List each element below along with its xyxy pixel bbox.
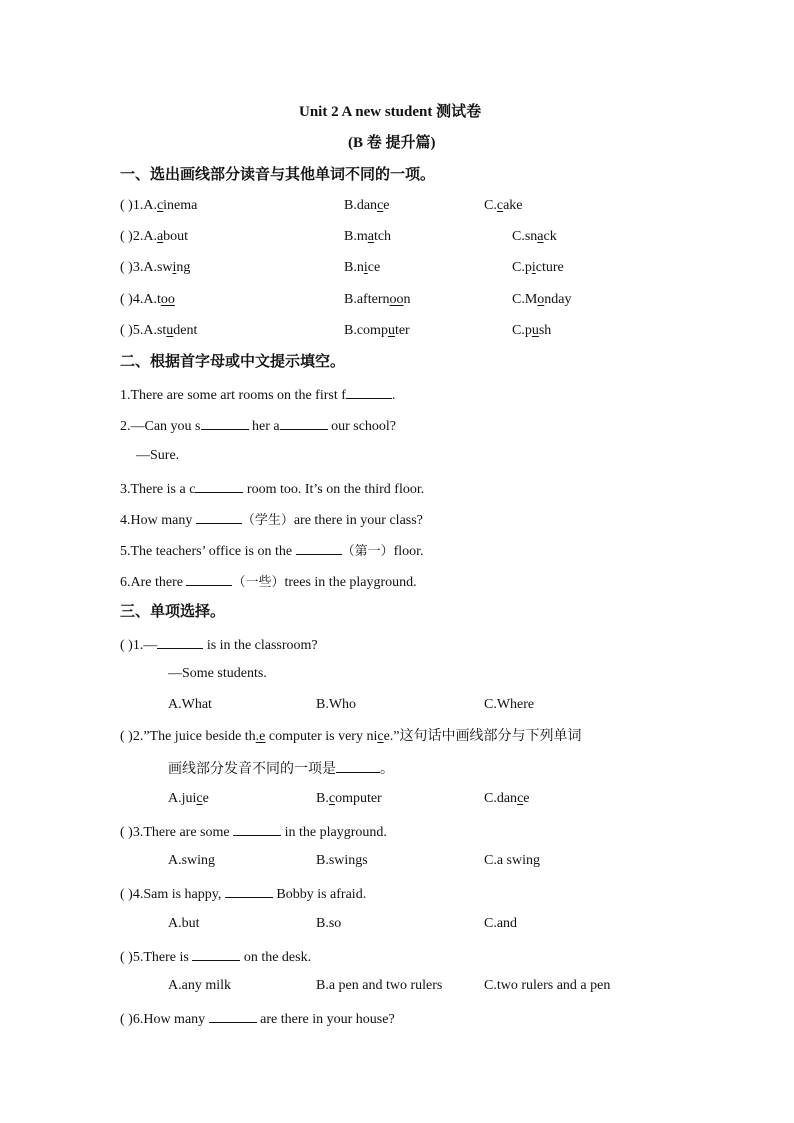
s3-q3-option-b[interactable]: B.swings [316, 853, 368, 868]
answer-blank[interactable] [195, 478, 243, 493]
section1-item-option-a[interactable]: ( )1.A.cinema [120, 198, 198, 213]
answer-blank[interactable] [346, 384, 392, 399]
answer-blank[interactable] [225, 883, 273, 898]
answer-blank[interactable] [192, 946, 240, 961]
section1-item-option-c[interactable]: C.Monday [512, 292, 572, 307]
answer-blank[interactable] [280, 415, 328, 430]
s2-question-4: 4.How many （学生）are there in your class? [120, 509, 423, 530]
section1-item-option-a[interactable]: ( )4.A.too [120, 292, 175, 307]
s3-question-1-line2: —Some students. [168, 666, 267, 681]
s3-question-4: ( )4.Sam is happy, Bobby is afraid. [120, 883, 366, 904]
section1-heading: 一、选出画线部分读音与其他单词不同的一项。 [120, 165, 436, 183]
section1-item-option-b[interactable]: B.dance [344, 198, 390, 213]
section1-item-option-c[interactable]: C.push [512, 323, 552, 338]
s3-q2-option-a[interactable]: A.juice [168, 791, 209, 806]
answer-blank[interactable] [186, 571, 232, 586]
s3-q4-option-b[interactable]: B.so [316, 916, 342, 931]
answer-blank[interactable] [196, 509, 242, 524]
page-subtitle: (B 卷 提升篇) [348, 135, 436, 151]
s3-q4-option-a[interactable]: A.but [168, 916, 200, 931]
s3-q3-option-c[interactable]: C.a swing [484, 853, 540, 868]
s3-q2-option-b[interactable]: B.computer [316, 791, 382, 806]
s2-question-1: 1.There are some art rooms on the first f . [120, 384, 395, 405]
s3-q1-option-b[interactable]: B.Who [316, 697, 357, 712]
s3-question-3: ( )3.There are some in the playground. [120, 821, 387, 842]
answer-blank[interactable] [296, 540, 342, 555]
s2-question-3: 3.There is a c room too. It’s on the third floor. [120, 478, 424, 499]
s2-question-2: 2.—Can you s her a our school? [120, 415, 396, 436]
s3-question-2-line2: 画线部分发音不同的一项是 。 [168, 758, 394, 779]
section1-item-option-c[interactable]: C.picture [512, 260, 564, 275]
s2-question-6: 6.Are there （一些）trees in the playground. [120, 571, 417, 592]
page-title: Unit 2 A new student 测试卷 [299, 104, 482, 120]
section1-item-option-b[interactable]: B.nice [344, 260, 381, 275]
section1-item-option-c[interactable]: C.snack [512, 229, 557, 244]
section2-heading: 二、根据首字母或中文提示填空。 [120, 352, 346, 370]
answer-blank[interactable] [336, 758, 380, 773]
s3-question-6: ( )6.How many are there in your house? [120, 1008, 395, 1029]
section1-item-option-a[interactable]: ( )5.A.student [120, 323, 198, 338]
s3-q1-option-c[interactable]: C.Where [484, 697, 535, 712]
s2-question-2-reply: —Sure. [136, 448, 180, 463]
section1-item-option-b[interactable]: B.match [344, 229, 392, 244]
s3-question-5: ( )5.There is on the desk. [120, 946, 311, 967]
answer-blank[interactable] [209, 1008, 257, 1023]
s3-q2-option-c[interactable]: C.dance [484, 791, 530, 806]
s3-q5-option-a[interactable]: A.any milk [168, 978, 231, 993]
answer-blank[interactable] [157, 634, 203, 649]
section3-heading: 三、单项选择。 [120, 602, 226, 620]
answer-blank[interactable] [233, 821, 281, 836]
s3-q4-option-c[interactable]: C.and [484, 916, 518, 931]
s3-q5-option-c[interactable]: C.two rulers and a pen [484, 978, 611, 993]
answer-blank[interactable] [201, 415, 249, 430]
section1-item-option-b[interactable]: B.afternoon [344, 292, 411, 307]
s3-question-1: ( )1.— is in the classroom? [120, 634, 318, 655]
section1-item-option-a[interactable]: ( )3.A.swing [120, 260, 191, 275]
section1-item-option-a[interactable]: ( )2.A.about [120, 229, 189, 244]
s2-question-5: 5.The teachers’ office is on the （第一）floor. [120, 540, 424, 561]
s3-q1-option-a[interactable]: A.What [168, 697, 212, 712]
s3-q5-option-b[interactable]: B.a pen and two rulers [316, 978, 443, 993]
s3-q3-option-a[interactable]: A.swing [168, 853, 216, 868]
section1-item-option-c[interactable]: C.cake [484, 198, 523, 213]
section1-item-option-b[interactable]: B.computer [344, 323, 410, 338]
s3-question-2: ( )2.”The juice beside th.e computer is very nice.”这句话中画线部分与下列单词 [120, 728, 582, 744]
